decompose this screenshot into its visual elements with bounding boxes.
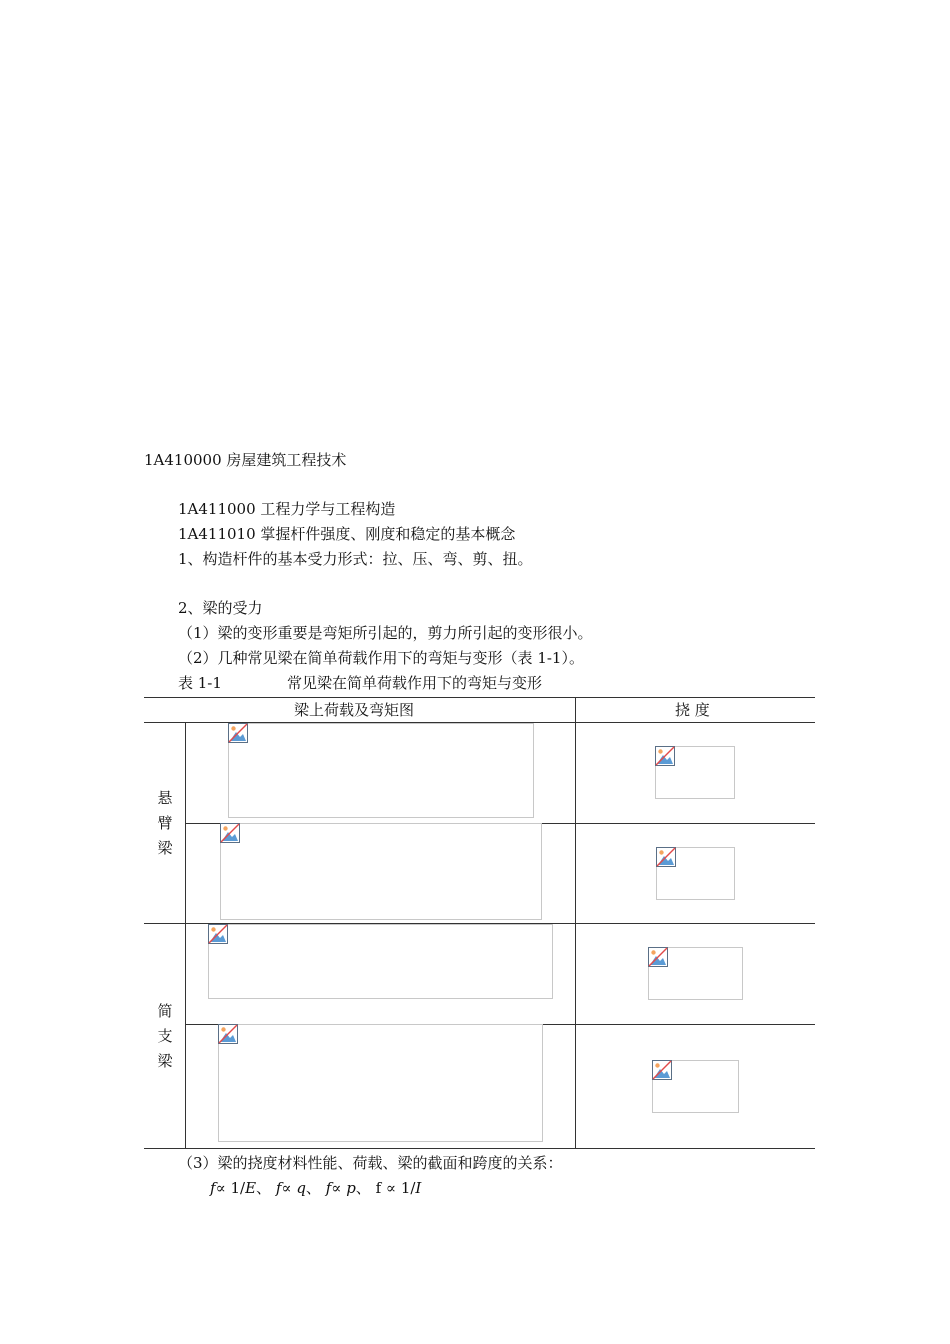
broken-image-icon [208, 924, 228, 944]
broken-image-icon [228, 723, 248, 743]
deflection-formula [210, 1178, 421, 1198]
image-cantilever-load-1 [228, 723, 534, 818]
subsection-title: 1A411010 掌握杆件强度、刚度和稳定的基本概念 [178, 525, 516, 543]
broken-image-icon [220, 823, 240, 843]
formula-f1: f [210, 1179, 216, 1197]
broken-image-icon [218, 1024, 238, 1044]
formula-sep1: 、 [256, 1179, 276, 1197]
table-rule-vert-right [575, 697, 576, 1149]
formula-f3: f [325, 1179, 332, 1197]
formula-sep2: 、 [305, 1179, 326, 1197]
cantilever-char-1: 悬 [157, 789, 173, 807]
simply-supported-char-3: 梁 [157, 1052, 173, 1070]
image-cantilever-deflection-2 [656, 847, 735, 900]
doc-heading: 1A410000 房屋建筑工程技术 [144, 451, 347, 469]
simply-supported-char-2: 支 [157, 1027, 173, 1045]
image-simple-deflection-2 [652, 1060, 739, 1113]
image-simple-deflection-1 [648, 947, 743, 1000]
paragraph-beam-deformation: （1）梁的变形重要是弯矩所引起的，剪力所引起的变形很小。 [178, 624, 593, 642]
group-label-simply-supported [155, 999, 175, 1074]
simply-supported-char-1: 简 [157, 1002, 173, 1020]
table-number: 表 1-1 [178, 674, 222, 692]
image-simple-load-2 [218, 1024, 543, 1142]
formula-I: I [415, 1179, 422, 1197]
header-deflection: 挠 度 [675, 701, 710, 719]
section-title: 1A411000 工程力学与工程构造 [178, 500, 396, 518]
image-simple-load-1 [208, 924, 553, 999]
paragraph-force-forms: 1、构造杆件的基本受力形式：拉、压、弯、剪、扭。 [178, 550, 533, 568]
beam-table [144, 697, 815, 1149]
table-rule-bottom [144, 1148, 815, 1149]
formula-prop1: ∝ 1/ [215, 1179, 246, 1197]
cantilever-char-2: 臂 [157, 814, 173, 832]
header-load-moment: 梁上荷载及弯矩图 [294, 701, 415, 719]
formula-p: p [346, 1179, 356, 1197]
broken-image-icon [655, 746, 675, 766]
formula-q: q [296, 1179, 306, 1197]
formula-E: E [245, 1179, 257, 1197]
cantilever-char-3: 梁 [157, 839, 173, 857]
formula-sep3: 、 [355, 1179, 376, 1197]
group-label-cantilever [155, 786, 175, 861]
table-rule-vert-left [185, 722, 186, 1149]
table-rule-top [144, 697, 815, 698]
formula-prop3: ∝ [331, 1179, 347, 1197]
paragraph-deflection-relations: （3）梁的挠度材料性能、荷载、梁的截面和跨度的关系： [178, 1154, 563, 1172]
paragraph-common-beams: （2）几种常见梁在简单荷载作用下的弯矩与变形（表 1-1）。 [178, 649, 584, 667]
image-cantilever-deflection-1 [655, 746, 735, 799]
broken-image-icon [656, 847, 676, 867]
formula-f2: f [275, 1179, 282, 1197]
broken-image-icon [652, 1060, 672, 1080]
image-cantilever-load-2 [220, 823, 542, 920]
formula-prop2: ∝ [281, 1179, 297, 1197]
formula-f4: f ∝ 1/ [375, 1179, 416, 1197]
paragraph-beam-force: 2、梁的受力 [178, 599, 263, 617]
table-caption: 常见梁在简单荷载作用下的弯矩与变形 [287, 674, 543, 692]
broken-image-icon [648, 947, 668, 967]
